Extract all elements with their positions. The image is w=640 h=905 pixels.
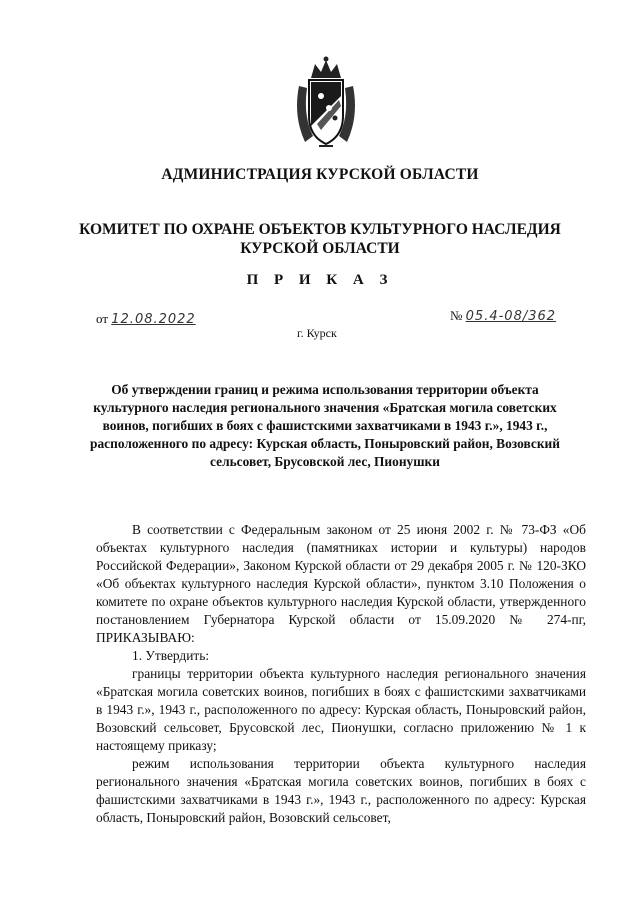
number-prefix: № (450, 308, 463, 323)
committee-name-line1: КОМИТЕТ ПО ОХРАНЕ ОБЪЕКТОВ КУЛЬТУРНОГО НАСЛЕДИЯ (79, 221, 561, 238)
paragraph-regime: режим использования территории объекта культурного наследия регионального значения «Братская могила советских воинов, погибших в боях с фашистскими захватчиками в 1943 г.», 1943 г., расположенного по адресу: Курская область, Поныровский район, Возовский сельсовет, (96, 756, 586, 825)
order-number (450, 308, 556, 324)
kursk-coat-of-arms-icon (291, 56, 361, 151)
administration-name: АДМИНИСТРАЦИЯ КУРСКОЙ ОБЛАСТИ (161, 166, 479, 183)
order-title: Об утверждении границ и режима использования территории объекта культурного наследия регионального значения «Братская могила советских воинов, погибших в боях с фашистскими захватчиками в 1943 г.», 1943 г., расположенного по адресу: Курская область, Поныровский район, Возовский сельсовет, Брусовской лес, Пионушки (90, 382, 560, 469)
paragraph-preamble: В соответствии с Федеральным законом от 25 июня 2002 г. № 73-ФЗ «Об объектах культурного наследия (памятниках истории и культуры) народов Российской Федерации», Законом Курской области от 29 декабря 2005 г. № 120-ЗКО «Об объектах культурного наследия Курской области», пунктом 3.10 Положения о комитете по охране объектов культурного наследия Курской области, утвержденного постановлением Губернатора Курской области от 15.09.2020 № 274-пг, ПРИКАЗЫВАЮ: (96, 522, 586, 645)
date-prefix: от (96, 311, 109, 326)
committee-name (0, 220, 640, 258)
document-type: П Р И К А З (246, 272, 394, 288)
paragraph-item-1: 1. Утвердить: (132, 648, 210, 663)
committee-name-line2: КУРСКОЙ ОБЛАСТИ (240, 240, 400, 257)
date-value: 12.08.2022 (111, 312, 196, 327)
paragraph-boundaries: границы территории объекта культурного наследия регионального значения «Братская могила советских воинов, погибших в боях с фашистскими захватчиками в 1943 г.», 1943 г., расположенного по адресу: Курская область, Поныровский район, Возовский сельсовет, Брусовской лес, Пионушки, согласно приложению № 1 к настоящему приказу; (96, 666, 586, 753)
city: г. Курск (297, 326, 337, 340)
number-value: 05.4-08/362 (465, 309, 557, 324)
order-body (96, 521, 586, 827)
order-date (96, 311, 196, 327)
